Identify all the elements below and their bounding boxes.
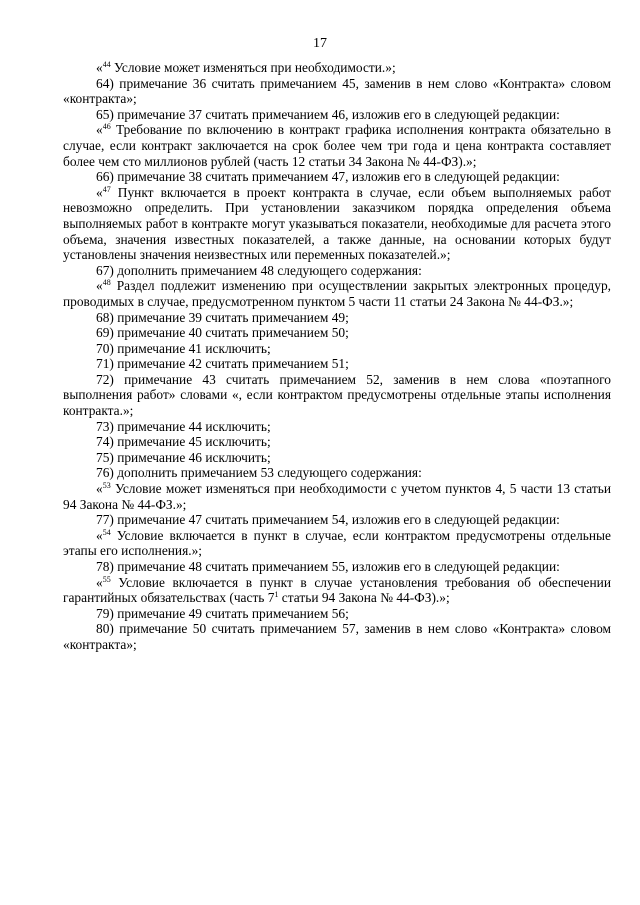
paragraph: 74) примечание 45 исключить; (96, 434, 271, 450)
paragraph: 65) примечание 37 считать примечанием 46, изложив его в следующей редакции: (96, 106, 560, 122)
paragraph: 77) примечание 47 считать примечанием 54, изложив его в следующей редакции: (96, 512, 560, 528)
paragraph: 72) примечание 43 считать примечанием 52, заменив в нем слова «поэтапного выполнения работ» словами «, если контрактом предусмотрены отдельные этапы исполнения контракта.»; (63, 371, 611, 419)
paragraph: «$^{54}$ Условие включается в пункт в случае, если контрактом предусмотрены отдельные этапы его исполнения.»; (63, 527, 611, 559)
paragraph: 67) дополнить примечанием 48 следующего содержания: (96, 262, 422, 278)
paragraph: 71) примечание 42 считать примечанием 51; (96, 356, 349, 372)
paragraph: 80) примечание 50 считать примечанием 57, заменив в нем слово «Контракта» словом «контракта»; (63, 621, 611, 652)
paragraph: «$^{53}$ Условие может изменяться при необходимости с учетом пунктов 4, 5 части 13 статьи 94 Закона № 44-ФЗ.»; (63, 481, 611, 512)
paragraph: 66) примечание 38 считать примечанием 47, изложив его в следующей редакции: (96, 169, 560, 185)
paragraph: 75) примечание 46 исключить; (96, 449, 271, 465)
paragraph: 64) примечание 36 считать примечанием 45, заменив в нем слово «Контракта» словом «контракта»; (63, 75, 611, 107)
paragraph: «$^{46}$ Требование по включению в контракт графика исполнения контракта обязательно в случае, если контракт заключается на срок более чем три года и цена контракта составляет более чем сто миллионов рублей (часть 12 статьи 34 Закона № 44-ФЗ).»; (63, 122, 611, 169)
paragraph: 73) примечание 44 исключить; (96, 418, 271, 434)
paragraph: «$^{47}$ Пункт включается в проект контракта в случае, если объем выполняемых работ невозможно определить. При установлении заказчиком порядка определения объема выполняемых работ в контракте могут указываться показатели, необходимые для расчета этого объема, значения известных показателей, а также данные, на основании которых будут установлены значения неизвестных или переменных показателей.»; (63, 184, 611, 263)
page-number: 17 (313, 36, 327, 51)
paragraph: «$^{55}$ Условие включается в пункт в случае установления требования об обеспечении гарантийных обязательствах (часть $7^1$ статьи 94 Закона № 44-ФЗ).»; (63, 574, 611, 606)
paragraph: «$^{48}$ Раздел подлежит изменению при осуществлении закрытых электронных процедур, проводимых в случае, предусмотренном пунктом 5 части 11 статьи 24 Закона № 44-ФЗ.»; (63, 278, 611, 309)
paragraph: 70) примечание 41 исключить; (96, 340, 271, 356)
paragraph: 79) примечание 49 считать примечанием 56; (96, 605, 349, 621)
paragraph: 69) примечание 40 считать примечанием 50; (96, 325, 349, 341)
document-body (63, 60, 611, 653)
paragraph: 78) примечание 48 считать примечанием 55, изложив его в следующей редакции: (96, 559, 560, 574)
paragraph: «$^{44}$ Условие может изменяться при необходимости.»; (96, 60, 396, 75)
paragraph: 68) примечание 39 считать примечанием 49; (96, 309, 349, 325)
paragraph: 76) дополнить примечанием 53 следующего содержания: (96, 465, 422, 481)
